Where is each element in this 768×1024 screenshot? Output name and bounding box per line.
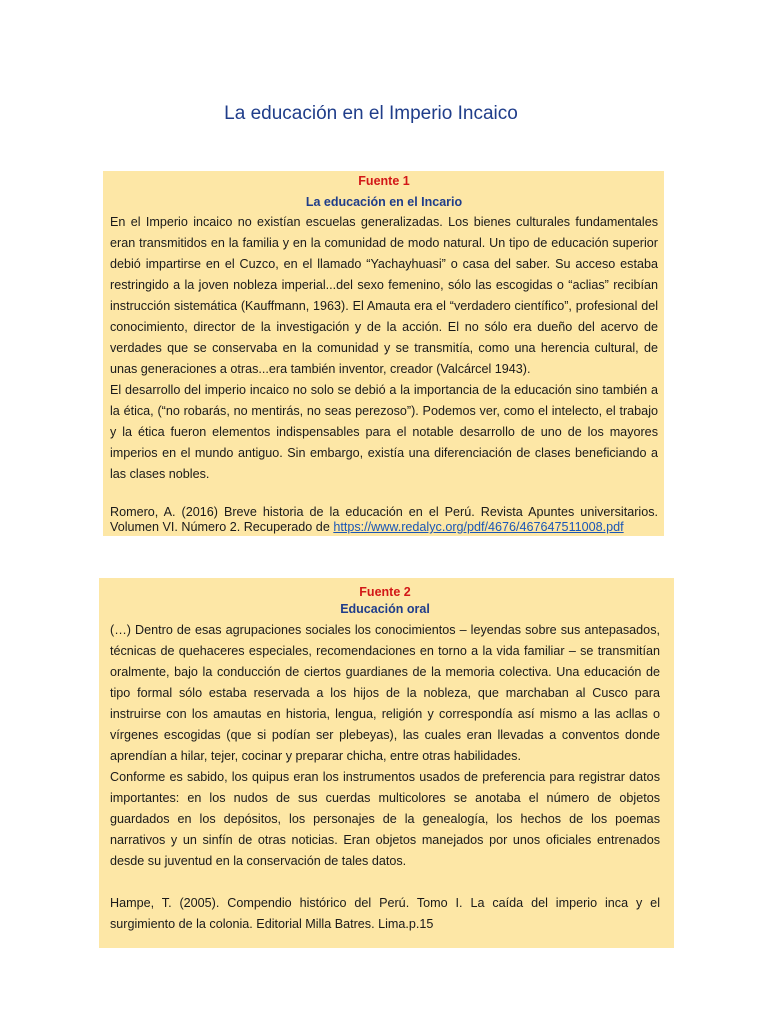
- page-title: La educación en el Imperio Incaico: [224, 103, 518, 124]
- source-1-title: La educación en el Incario: [305, 195, 463, 209]
- source-2-reference: Hampe, T. (2005). Compendio histórico del Perú. Tomo I. La caída del imperio inca y el surgimiento de la colonia. Editorial Milla Batres. Lima.p.15: [110, 896, 660, 931]
- source-1-box: [103, 171, 664, 536]
- source-2-box: [99, 578, 674, 948]
- source-1-reference: [110, 505, 658, 535]
- source-2-paragraph-2: Conforme es sabido, los quipus eran los instrumentos usados de preferencia para registrar datos importantes: en los nudos de sus cuerdas multicolores se anotaba el número de objetos guardados en los depósitos, los personajes de la genealogía, los hechos de los poemas narrativos y un sinfín de otras noticias. Eran objetos manejados por unos oficiales entrenados desde su juventud en la conservación de tales datos.: [110, 770, 660, 868]
- source-1-paragraph-1: En el Imperio incaico no existían escuelas generalizadas. Los bienes culturales fundamentales eran transmitidos en la familia y en la comunidad de modo natural. Un tipo de educación superior debió impartirse en el Cuzco, en el llamado “Yachayhuasi” o casa del saber. Su acceso estaba restringido a la joven nobleza imperial...del sexo femenino, sólo las escogidas o “aclias” recibían instrucción sistemática (Kauffmann, 1963). El Amauta era el “verdadero científico”, profesional del conocimiento, director de la investigación y de la acción. El no sólo era dueño del acervo de verdades que se conservaba en la comunidad y se transmitía, como una herencia cultural, de unas generaciones a otras...era también inventor, creador (Valcárcel 1943).: [110, 215, 658, 376]
- source-1-paragraph-2: El desarrollo del imperio incaico no solo se debió a la importancia de la educación sino también a la ética, (“no robarás, no mentirás, no seas perezoso”). Podemos ver, como el intelecto, el trabajo y la ética fueron elementos indispensables para el notable desarrollo de uno de los mayores imperios en el mundo antiguo. Sin embargo, existía una diferenciación de clases beneficiando a las clases nobles.: [110, 383, 658, 481]
- source-1-reference-text: Romero, A. (2016) Breve historia de la educación en el Perú. Revista Apuntes universitarios. Volumen VI. Número 2. Recuperado de: [110, 505, 658, 534]
- source-2-title: Educación oral: [340, 602, 430, 616]
- source-2-label: Fuente 2: [359, 585, 411, 599]
- source-1-reference-link[interactable]: https://www.redalyc.org/pdf/4676/467647511008.pdf: [333, 520, 624, 534]
- source-1-label: Fuente 1: [358, 174, 410, 188]
- source-2-paragraph-1: (…) Dentro de esas agrupaciones sociales los conocimientos – leyendas sobre sus antepasados, técnicas de quehaceres especiales, recomendaciones en torno a la vida familiar – se transmitían oralmente, bajo la conducción de ciertos guardianes de la memoria colectiva. Una educación de tipo formal sólo estaba reservada a los hijos de la nobleza, que marchaban al Cusco para instruirse con los amautas en historia, lengua, religión y correspondía así mismo a las acllas o vírgenes escogidas (que si podían ser plebeyas), las cuales eran llevadas a conventos donde aprendían a hilar, tejer, cocinar y preparar chicha, entre otras habilidades.: [110, 623, 660, 763]
